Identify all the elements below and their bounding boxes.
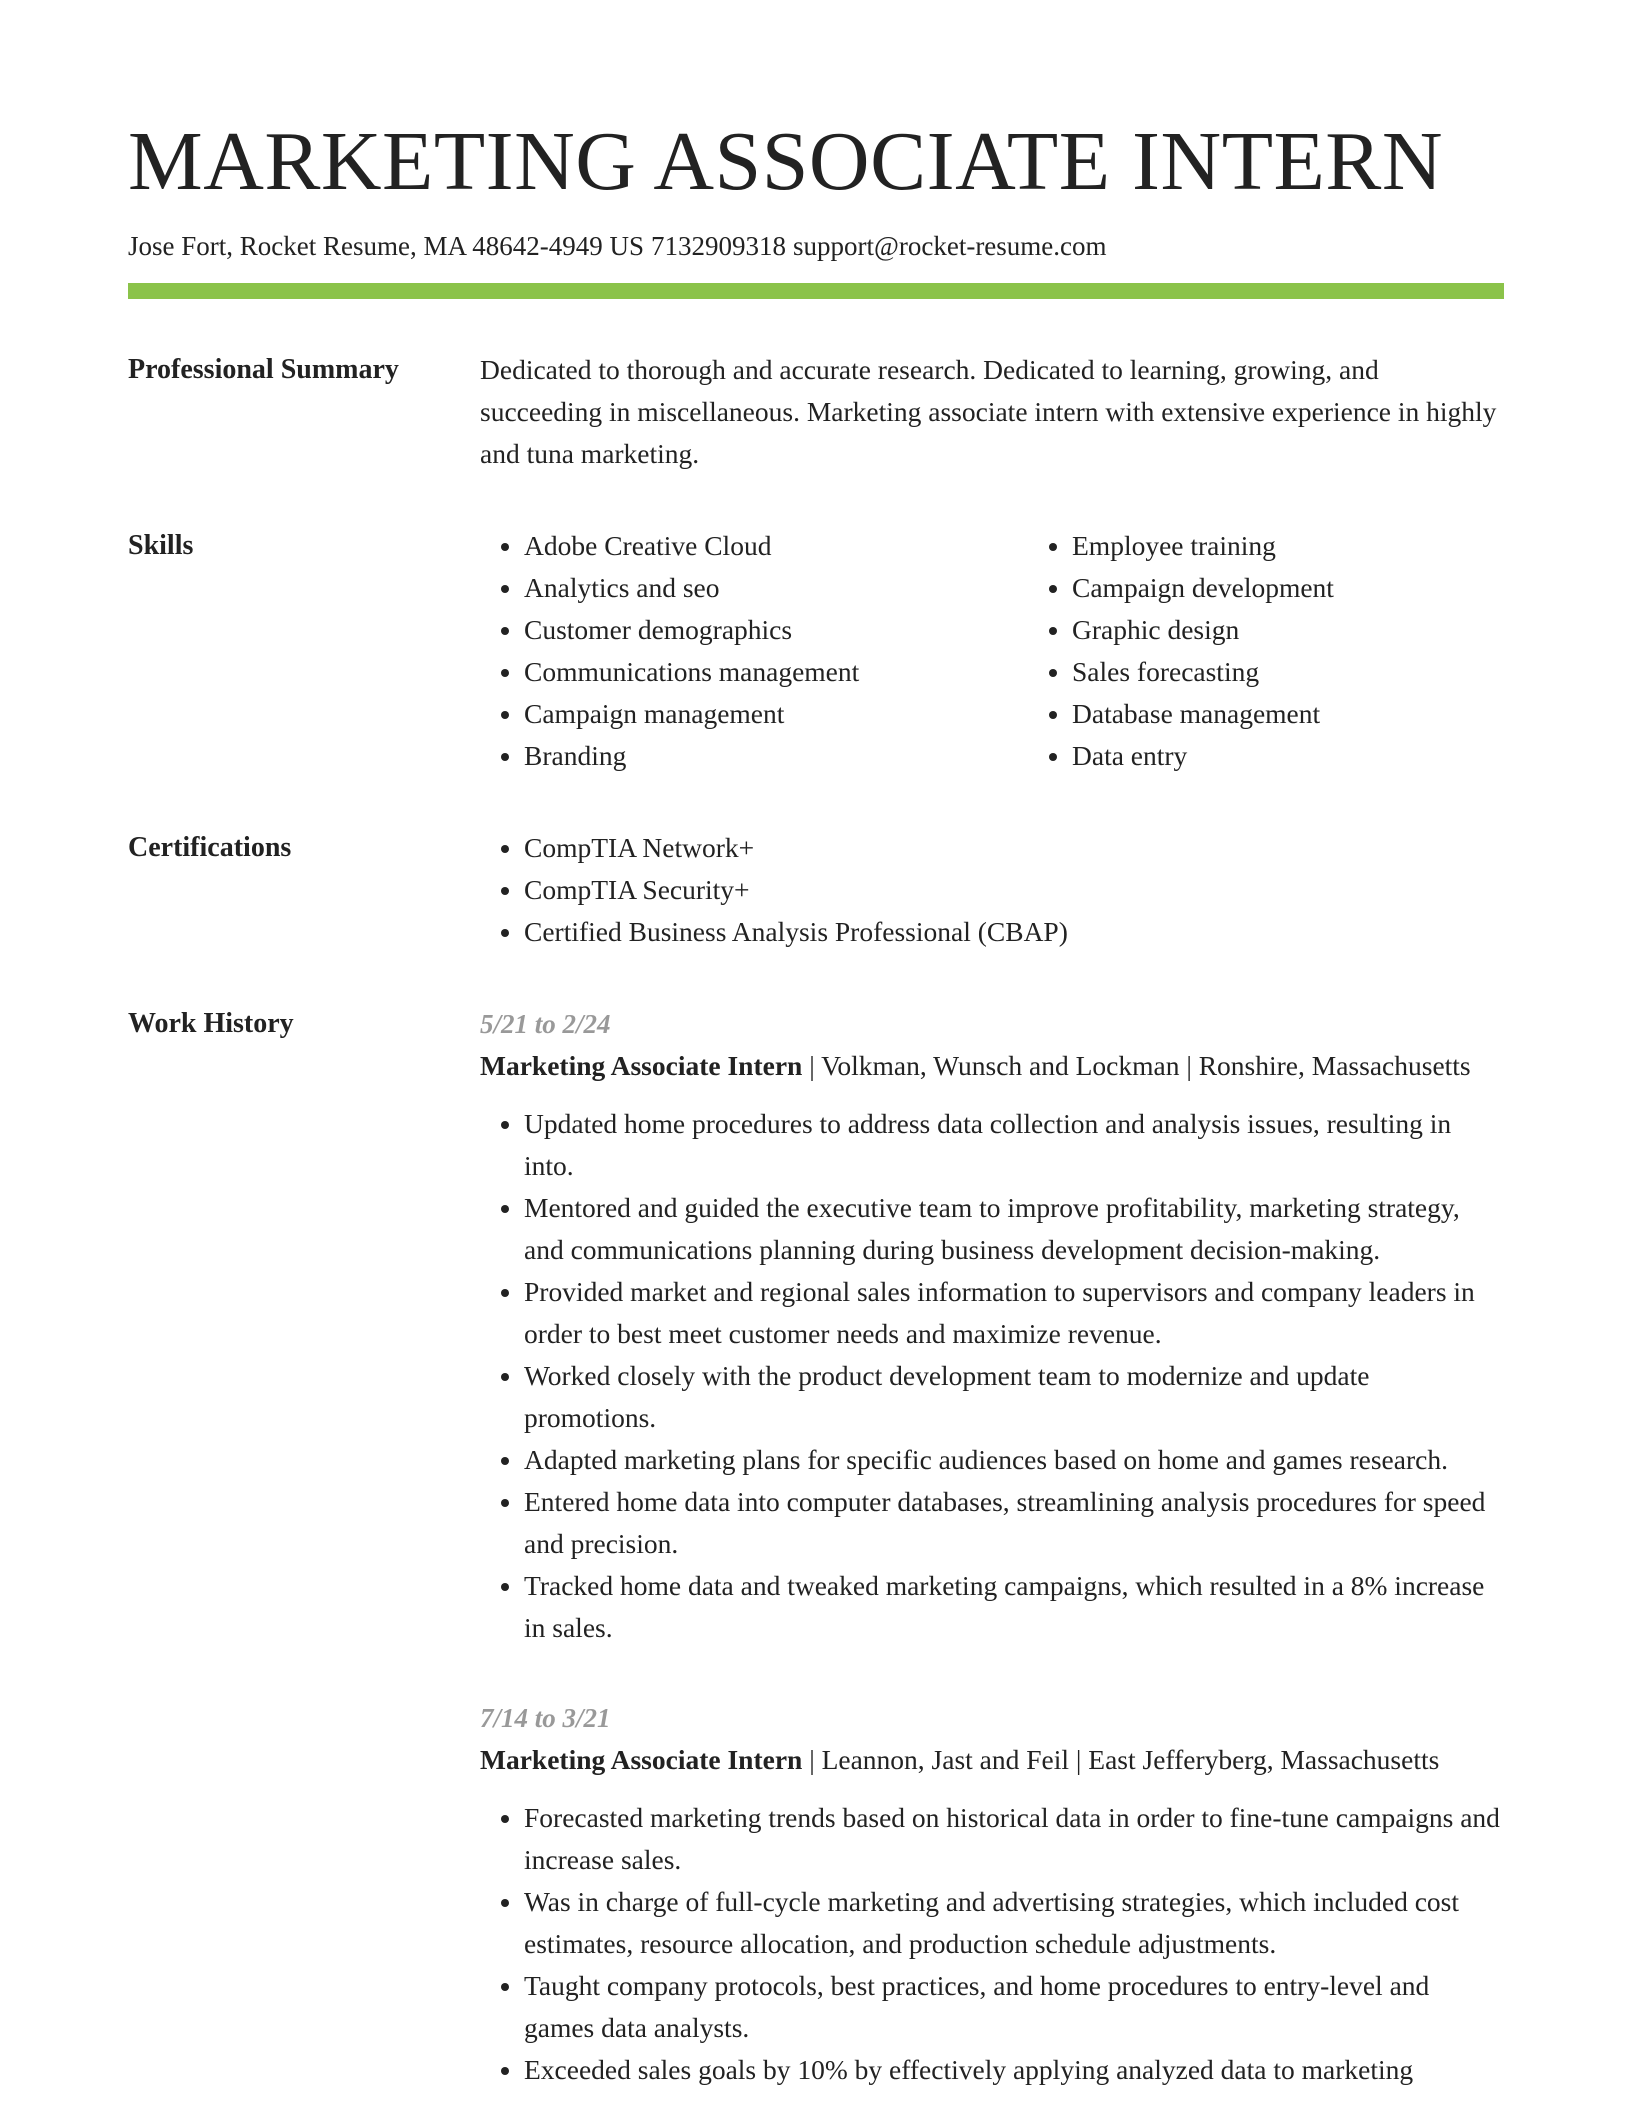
- job-heading: [480, 1045, 1504, 1087]
- certifications-section: [128, 827, 1504, 953]
- job-bullet: • Worked closely with the product development team to modernize and update promotions.: [524, 1355, 1504, 1439]
- job-title: Marketing Associate Intern: [480, 1050, 803, 1082]
- section-label: Certifications: [128, 832, 292, 864]
- job-bullets: [480, 1797, 1504, 2091]
- summary-section: [128, 349, 1504, 475]
- job-bullet: • Exceeded sales goals by 10% by effectively applying analyzed data to marketing: [524, 2049, 1504, 2091]
- skill-item: • Graphic design: [1072, 609, 1334, 651]
- job-bullets: [480, 1103, 1504, 1649]
- certification-item: • Certified Business Analysis Professional (CBAP): [524, 911, 1504, 953]
- job-bullet: • Mentored and guided the executive team to improve profitability, marketing strategy, and communications planning during business development decision-making.: [524, 1187, 1504, 1271]
- contact-address: Jose Fort, Rocket Resume, MA 48642-4949 US: [128, 231, 644, 261]
- work-history-section: [128, 1003, 1504, 2091]
- skills-section: [128, 525, 1504, 777]
- skill-item: • Adobe Creative Cloud: [524, 525, 1028, 567]
- accent-divider: [128, 283, 1504, 299]
- certification-item: • CompTIA Security+: [524, 869, 1504, 911]
- skill-item: • Data entry: [1072, 735, 1334, 777]
- resume-page: [128, 0, 1504, 2091]
- skill-item: • Analytics and seo: [524, 567, 1028, 609]
- skill-item: • Customer demographics: [524, 609, 1028, 651]
- job-bullet: • Forecasted marketing trends based on historical data in order to fine-tune campaigns and increase sales.: [524, 1797, 1504, 1881]
- skill-item: • Sales forecasting: [1072, 651, 1334, 693]
- job-bullet: • Provided market and regional sales information to supervisors and company leaders in order to best meet customer needs and maximize revenue.: [524, 1271, 1504, 1355]
- job-details: | Volkman, Wunsch and Lockman | Ronshire, Massachusetts: [802, 1050, 1471, 1082]
- contact-phone: 7132909318: [651, 231, 786, 261]
- skill-item: • Database management: [1072, 693, 1334, 735]
- job-entry: [480, 1003, 1504, 1649]
- skill-item: • Campaign management: [524, 693, 1028, 735]
- skill-item: • Branding: [524, 735, 1028, 777]
- job-heading: [480, 1739, 1504, 1781]
- section-label: Skills: [128, 530, 194, 562]
- skill-item: • Campaign development: [1072, 567, 1334, 609]
- section-label: Professional Summary: [128, 354, 399, 386]
- skill-item: • Communications management: [524, 651, 1028, 693]
- job-bullet: • Taught company protocols, best practices, and home procedures to entry-level and games data analysts.: [524, 1965, 1504, 2049]
- section-label: Work History: [128, 1008, 294, 1040]
- contact-email: support@rocket-resume.com: [793, 231, 1107, 261]
- job-bullet: • Updated home procedures to address data collection and analysis issues, resulting in into.: [524, 1103, 1504, 1187]
- job-entry: [480, 1697, 1504, 2091]
- job-dates: 7/14 to 3/21: [480, 1703, 611, 1734]
- job-title: Marketing Associate Intern: [480, 1744, 803, 1776]
- certification-item: • CompTIA Network+: [524, 827, 1504, 869]
- job-bullet: • Tracked home data and tweaked marketing campaigns, which resulted in a 8% increase in sales.: [524, 1565, 1504, 1649]
- skill-item: • Employee training: [1072, 525, 1334, 567]
- job-details: | Leannon, Jast and Feil | East Jefferyberg, Massachusetts: [802, 1744, 1440, 1776]
- summary-text: Dedicated to thorough and accurate research. Dedicated to learning, growing, and succeeding in miscellaneous. Marketing associate intern with extensive experience in highly and tuna marketing.: [480, 354, 1497, 470]
- skills-list-right: [1028, 525, 1334, 777]
- job-bullet: • Adapted marketing plans for specific audiences based on home and games research.: [524, 1439, 1504, 1481]
- job-bullet: • Was in charge of full-cycle marketing and advertising strategies, which included cost estimates, resource allocation, and production schedule adjustments.: [524, 1881, 1504, 1965]
- contact-line: [128, 230, 1504, 262]
- certifications-list: [480, 827, 1504, 953]
- resume-title: MARKETING ASSOCIATE INTERN: [128, 115, 1443, 208]
- job-dates: 5/21 to 2/24: [480, 1009, 611, 1040]
- skills-list-left: [480, 525, 1028, 777]
- job-bullet: • Entered home data into computer databases, streamlining analysis procedures for speed and precision.: [524, 1481, 1504, 1565]
